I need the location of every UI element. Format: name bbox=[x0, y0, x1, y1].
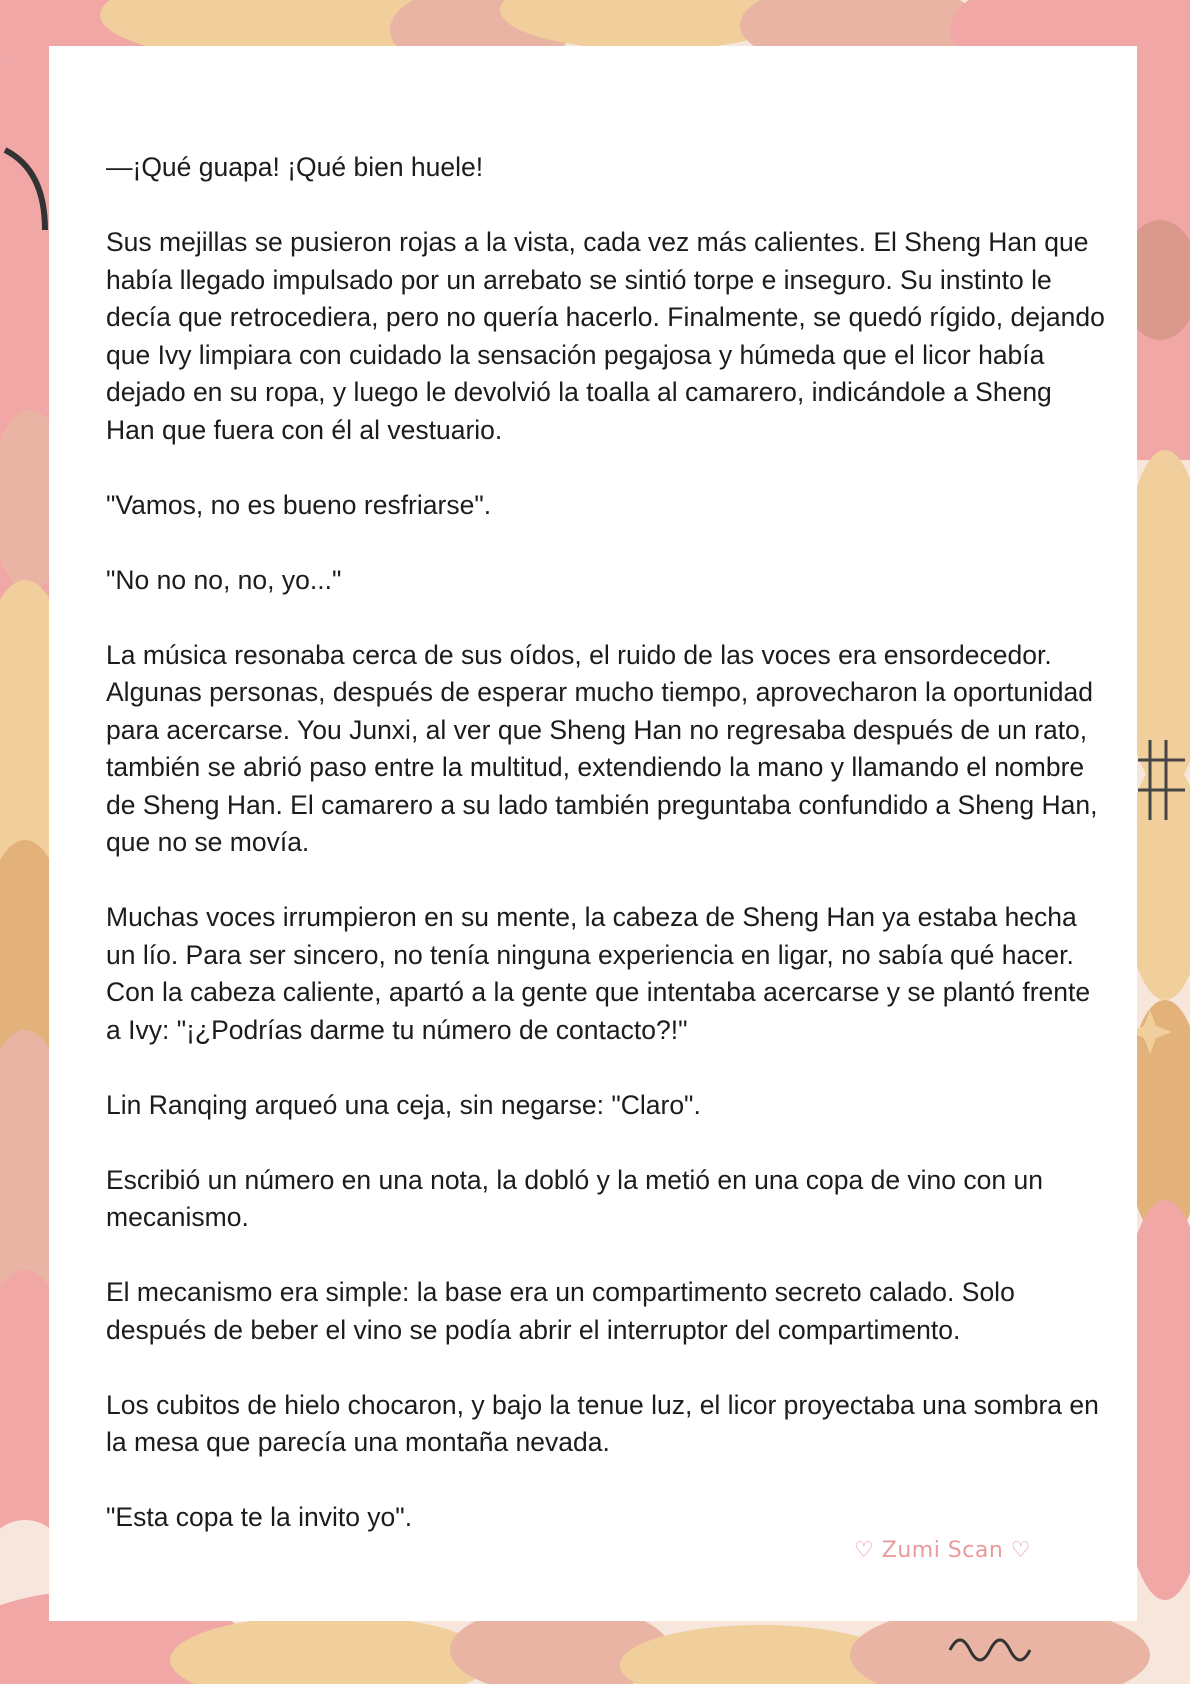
paragraph: "Vamos, no es bueno resfriarse". bbox=[106, 489, 492, 520]
story-text bbox=[106, 149, 1106, 1574]
paragraph: Sus mejillas se pusieron rojas a la vista, cada vez más calientes. El Sheng Han que había llegado impulsado por un arrebato se sintió torpe e inseguro. Su instinto le decía que retrocediera, pero no quería hacerlo. Finalmente, se quedó rígido, dejando que Ivy limpiara con cuidado la sensación pegajosa y húmeda que el licor había dejado en su ropa, y luego le devolvió la toalla al camarero, indicándole a Sheng Han que fuera con él al vestuario. bbox=[106, 227, 1105, 445]
scanlator-credit: ♡ Zumi Scan ♡ bbox=[854, 1538, 1031, 1563]
paragraph: Muchas voces irrumpieron en su mente, la cabeza de Sheng Han ya estaba hecha un lío. Para ser sincero, no tenía ninguna experiencia en ligar, no sabía qué hacer. Con la cabeza caliente, apartó a la gente que intentaba acercarse y se plantó frente a Ivy: "¡¿Podrías darme tu número de contacto?!" bbox=[106, 902, 1091, 1045]
page-sheet bbox=[49, 46, 1137, 1621]
paragraph: Escribió un número en una nota, la dobló y la metió en una copa de vino con un mecanismo. bbox=[106, 1164, 1043, 1232]
paragraph: Lin Ranqing arqueó una ceja, sin negarse: "Claro". bbox=[106, 1089, 701, 1120]
paragraph: La música resonaba cerca de sus oídos, el ruido de las voces era ensordecedor. Algunas personas, después de esperar mucho tiempo, aprovecharon la oportunidad para acercarse. You Junxi, al ver que Sheng Han no regresaba después de un rato, también se abrió paso entre la multitud, extendiendo la mano y llamando el nombre de Sheng Han. El camarero a su lado también preguntaba confundido a Sheng Han, que no se movía. bbox=[106, 639, 1098, 857]
paragraph: —¡Qué guapa! ¡Qué bien huele! bbox=[106, 152, 484, 182]
paragraph: "Esta copa te la invito yo". bbox=[106, 1502, 413, 1532]
paragraph: El mecanismo era simple: la base era un compartimento secreto calado. Solo después de beber el vino se podía abrir el interruptor del compartimento. bbox=[106, 1277, 1015, 1345]
paragraph: Los cubitos de hielo chocaron, y bajo la tenue luz, el licor proyectaba una sombra en la mesa que parecía una montaña nevada. bbox=[106, 1389, 1099, 1457]
paragraph: "No no no, no, yo..." bbox=[106, 564, 342, 595]
